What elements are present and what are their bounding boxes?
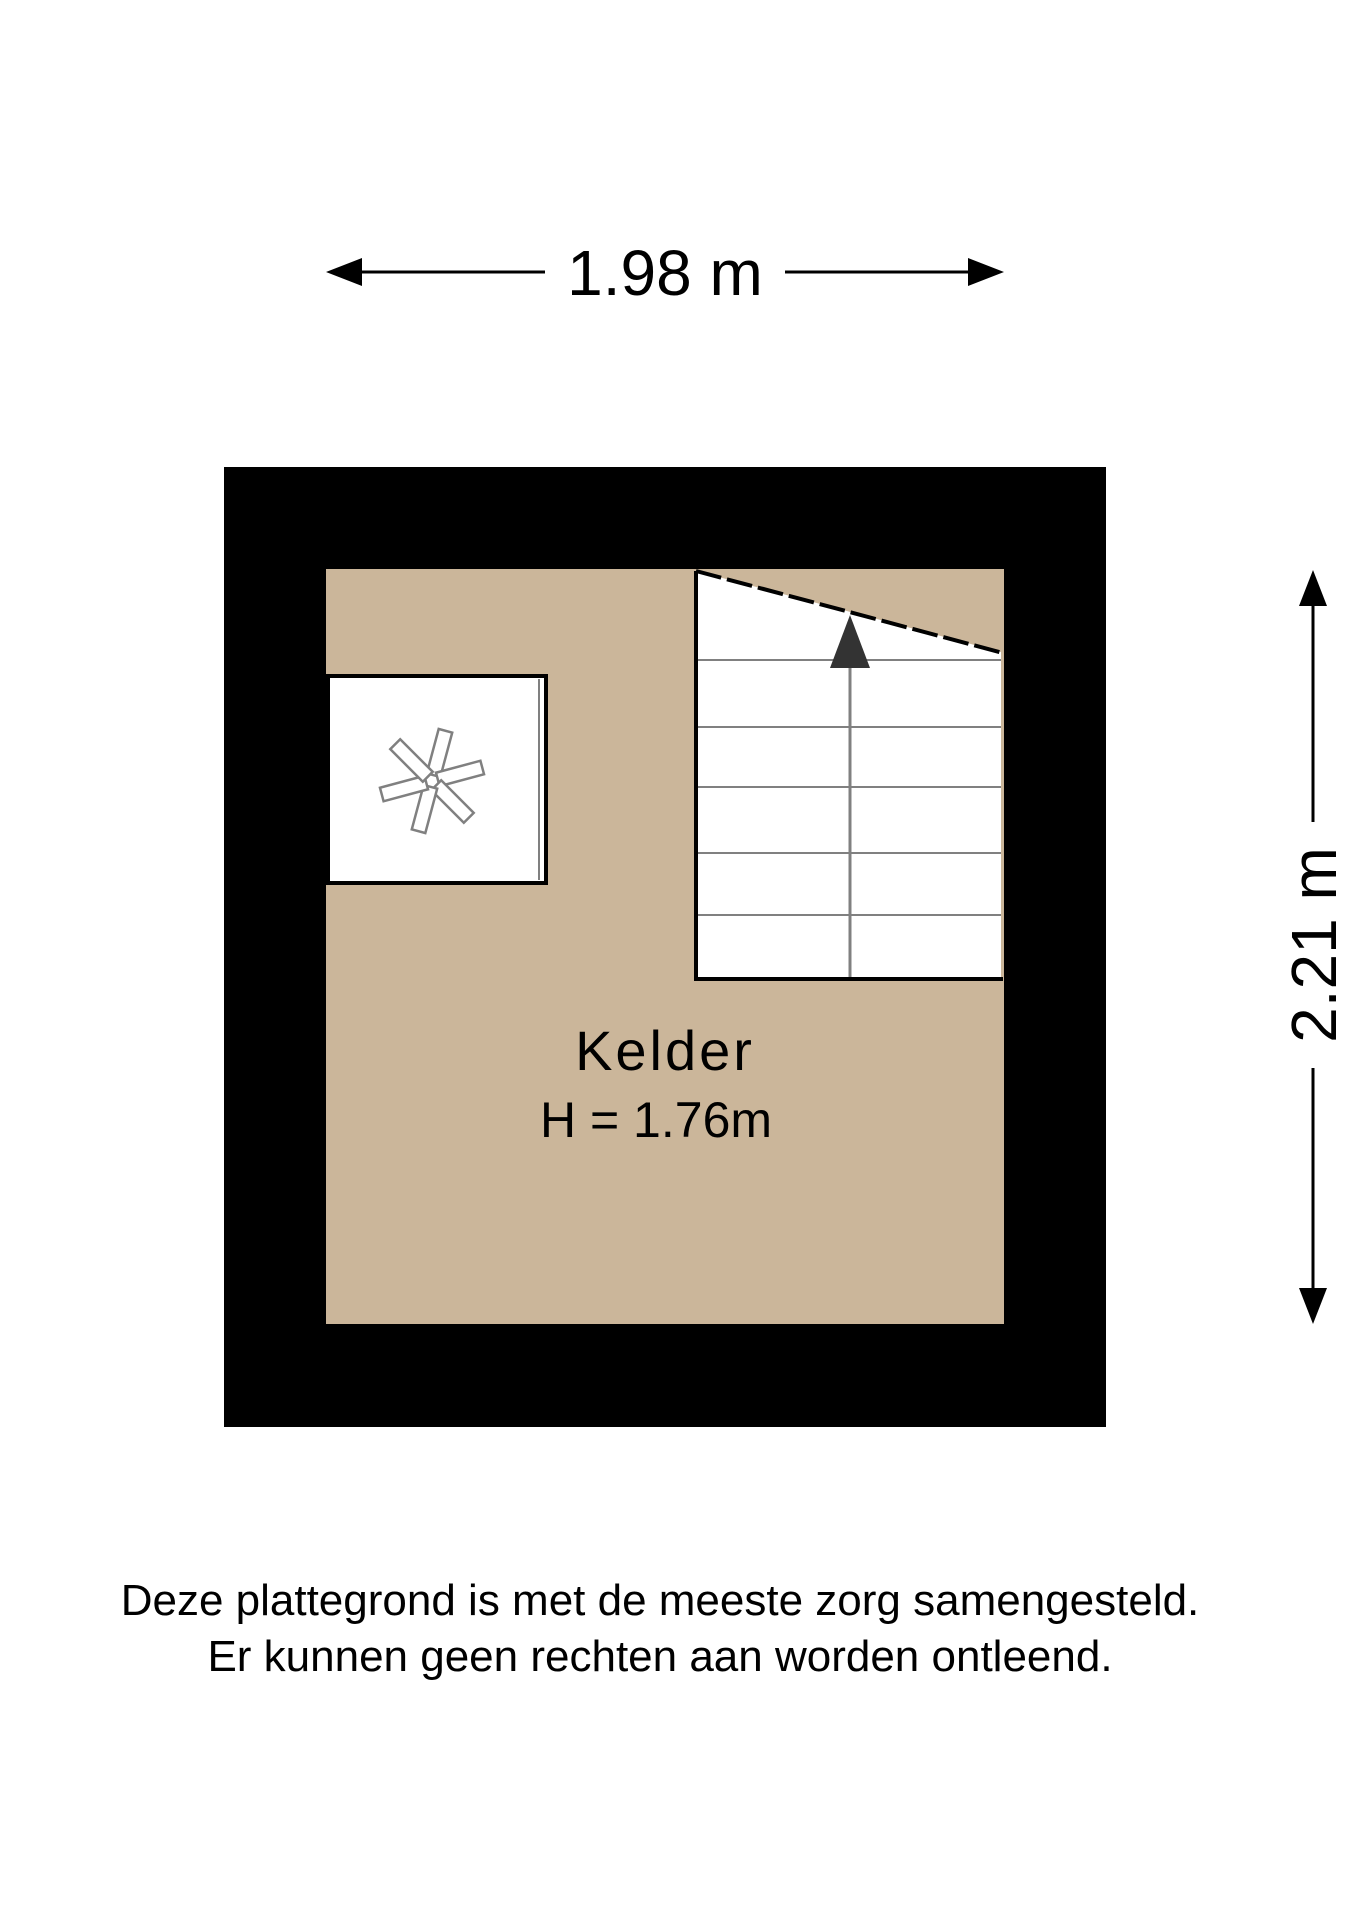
disclaimer-line-1: Deze plattegrond is met de meeste zorg samengesteld.	[120, 1576, 1200, 1625]
depth-dimension	[1278, 570, 1350, 1324]
ventilation-unit	[328, 676, 546, 883]
room-name: Kelder	[575, 1019, 755, 1082]
depth-label: 2.21 m	[1278, 847, 1350, 1043]
width-dimension	[326, 237, 1004, 309]
arrow-right-icon	[968, 258, 1004, 286]
arrow-left-icon	[326, 258, 362, 286]
arrow-down-icon	[1299, 1288, 1327, 1324]
room-height: H = 1.76m	[539, 1092, 773, 1148]
disclaimer-line-2: Er kunnen geen rechten aan worden ontleend.	[207, 1632, 1113, 1681]
arrow-up-icon	[1299, 570, 1327, 606]
width-label: 1.98 m	[567, 237, 763, 309]
